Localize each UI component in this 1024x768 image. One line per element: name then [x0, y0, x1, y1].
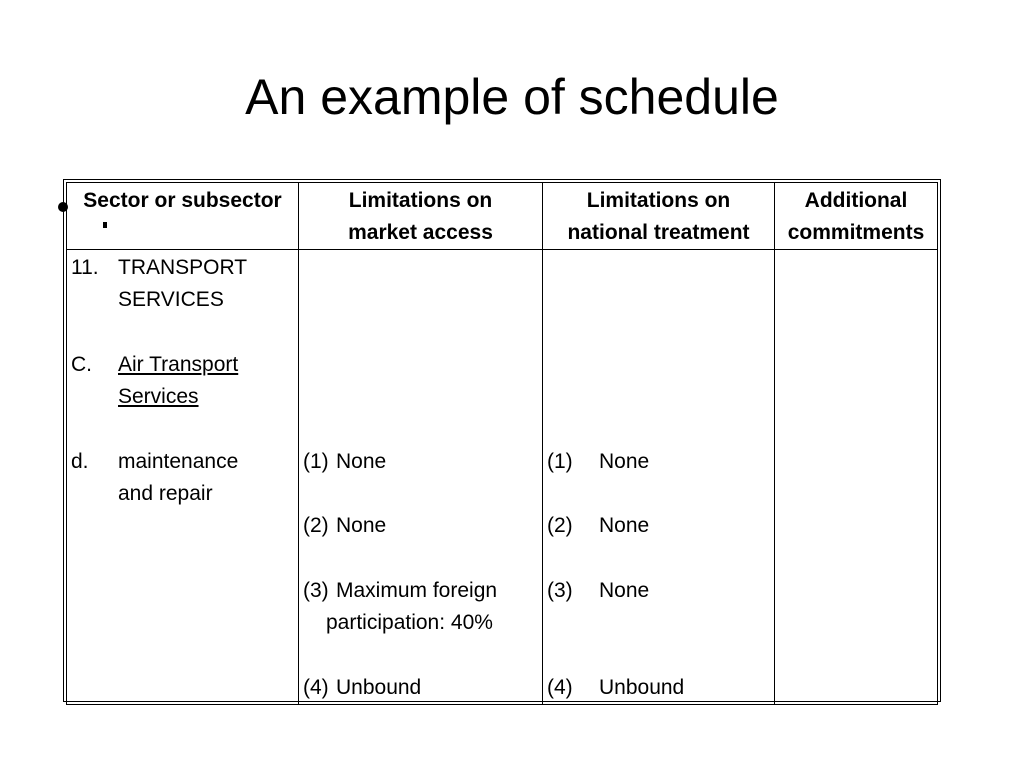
market-item	[303, 672, 538, 704]
cell-market-access	[299, 250, 543, 705]
cell-sector	[67, 250, 299, 705]
header-market-access	[299, 183, 543, 250]
market-item-continuation: participation: 40%	[326, 611, 493, 635]
national-item	[547, 575, 770, 607]
slide-title: An example of schedule	[245, 69, 779, 125]
sector-item2-line2: Services	[118, 385, 199, 409]
schedule-table-frame	[63, 179, 941, 702]
sector-item-text	[118, 446, 294, 511]
national-item-number: (3)	[547, 578, 573, 602]
national-item-number: (4)	[547, 675, 573, 699]
national-item-text: None	[599, 578, 650, 602]
national-item-text: Unbound	[599, 675, 685, 699]
market-item-number: (4)	[303, 675, 329, 699]
sector-item	[71, 349, 294, 414]
header-additional-commitments	[775, 183, 938, 250]
sector-item-number: 11.	[71, 256, 99, 279]
schedule-table	[66, 182, 938, 705]
national-item	[547, 446, 770, 478]
market-item-text: Unbound	[336, 675, 422, 699]
cell-national-treatment	[543, 250, 775, 705]
sector-item3-line2: and repair	[118, 482, 213, 506]
header-market-line1: Limitations on	[348, 189, 493, 212]
header-additional-line2: commitments	[787, 221, 925, 244]
sector-item1-line1: TRANSPORT	[118, 256, 248, 279]
sector-item-number: C.	[71, 352, 92, 376]
dot-mark-icon	[103, 222, 107, 228]
national-item-number: (2)	[547, 514, 573, 538]
header-national-line2: national treatment	[567, 221, 750, 244]
market-item	[303, 510, 538, 542]
market-item-number: (2)	[303, 514, 329, 538]
bullet-icon	[58, 202, 68, 212]
market-item	[303, 446, 538, 478]
header-national-treatment	[543, 183, 775, 250]
national-item	[547, 510, 770, 542]
sector-item2-line1: Air Transport	[118, 352, 239, 376]
header-row	[67, 183, 938, 250]
header-sector-label: Sector or subsector	[83, 189, 282, 212]
sector-item	[71, 446, 294, 511]
market-item-text: None	[336, 449, 387, 473]
sector-item-text	[118, 252, 294, 317]
table-row	[67, 250, 938, 705]
national-item-text: None	[599, 449, 650, 473]
header-sector	[67, 183, 299, 250]
market-item	[303, 575, 538, 607]
national-item-text: None	[599, 514, 650, 538]
sector-item-number: d.	[71, 449, 89, 473]
header-additional-line1: Additional	[804, 189, 908, 212]
sector-item3-line1: maintenance	[118, 449, 239, 473]
header-national-line1: Limitations on	[586, 189, 731, 212]
market-item-number: (1)	[303, 449, 329, 473]
sector-item-text	[118, 349, 294, 414]
market-item-text: None	[336, 514, 387, 538]
national-item-number: (1)	[547, 449, 573, 473]
market-item-number: (3)	[303, 578, 329, 602]
market-item-text: Maximum foreign	[336, 578, 498, 602]
cell-additional-commitments	[775, 250, 938, 705]
sector-item	[71, 252, 294, 317]
sector-item1-line2: SERVICES	[118, 288, 224, 312]
header-market-line2: market access	[348, 221, 493, 244]
national-item	[547, 672, 770, 704]
